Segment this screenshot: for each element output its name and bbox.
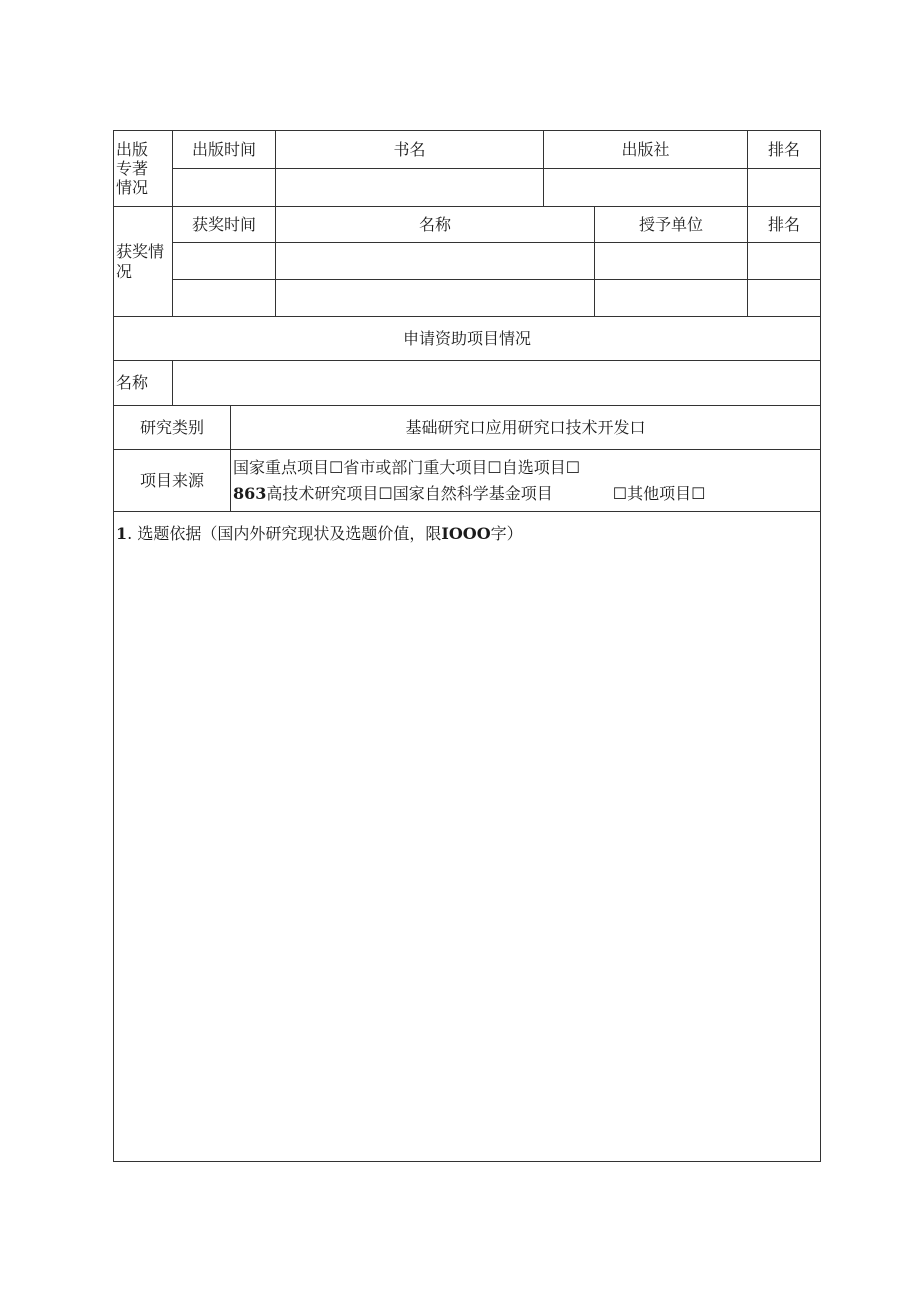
award-name-header: 名称 — [276, 207, 595, 243]
award-name-cell[interactable] — [276, 280, 595, 317]
award-date-header: 获奖时间 — [173, 207, 276, 243]
publication-entry-row — [114, 169, 821, 207]
project-source-label: 项目来源 — [114, 450, 231, 512]
publication-rank-cell[interactable] — [748, 169, 821, 207]
award-name-cell[interactable] — [276, 243, 595, 280]
topic-basis-limit: IOOO — [441, 524, 491, 543]
topic-basis-number: 1 — [116, 524, 128, 543]
award-rank-cell[interactable] — [748, 243, 821, 280]
project-source-options[interactable] — [231, 450, 821, 512]
awards-header-row — [114, 207, 821, 243]
award-rank-cell[interactable] — [748, 280, 821, 317]
publication-header-row — [114, 131, 821, 169]
awards-side-label — [114, 207, 173, 317]
publication-side-label-line2: 专著 — [116, 158, 149, 178]
awarding-unit-cell[interactable] — [595, 280, 748, 317]
book-title-header: 书名 — [276, 131, 544, 169]
project-name-label: 名称 — [114, 361, 173, 406]
award-entry-row — [114, 280, 821, 317]
topic-basis-row — [114, 512, 821, 1162]
publisher-cell[interactable] — [544, 169, 748, 207]
topic-basis-text: . 选题依据（国内外研究现状及选题价值，限 — [127, 524, 442, 543]
awarding-unit-cell[interactable] — [595, 243, 748, 280]
award-date-cell[interactable] — [173, 243, 276, 280]
project-section-title-row — [114, 317, 821, 361]
awarding-unit-header: 授予单位 — [595, 207, 748, 243]
awards-side-label-line1: 获奖情 — [116, 242, 165, 262]
publisher-header: 出版社 — [544, 131, 748, 169]
project-section-title: 申请资助项目情况 — [114, 317, 821, 361]
project-name-row — [114, 361, 821, 406]
award-entry-row — [114, 243, 821, 280]
publication-side-label-line3: 情况 — [116, 178, 149, 198]
program-number: 863 — [233, 483, 267, 503]
project-source-other: ☐其他项目☐ — [612, 483, 706, 503]
publication-date-header: 出版时间 — [173, 131, 276, 169]
topic-basis-unit: 字） — [490, 524, 523, 543]
topic-basis-cell[interactable] — [114, 512, 821, 1162]
publication-side-label-line1: 出版 — [116, 139, 149, 159]
project-source-line2-text: 高技术研究项目☐国家自然科学基金项目 — [266, 483, 553, 503]
publication-side-label — [114, 131, 173, 207]
research-category-options[interactable]: 基础研究口应用研究口技术开发口 — [231, 406, 821, 450]
research-category-row — [114, 406, 821, 450]
application-form-table — [113, 130, 821, 1162]
award-rank-header: 排名 — [748, 207, 821, 243]
research-category-label: 研究类别 — [114, 406, 231, 450]
publication-rank-header: 排名 — [748, 131, 821, 169]
awards-side-label-line2: 况 — [116, 261, 133, 281]
book-title-cell[interactable] — [276, 169, 544, 207]
project-source-line2 — [233, 481, 820, 507]
award-date-cell[interactable] — [173, 280, 276, 317]
project-source-row — [114, 450, 821, 512]
publication-date-cell[interactable] — [173, 169, 276, 207]
project-name-cell[interactable] — [173, 361, 821, 406]
project-source-line1: 国家重点项目☐省市或部门重大项目☐自选项目☐ — [233, 457, 581, 477]
